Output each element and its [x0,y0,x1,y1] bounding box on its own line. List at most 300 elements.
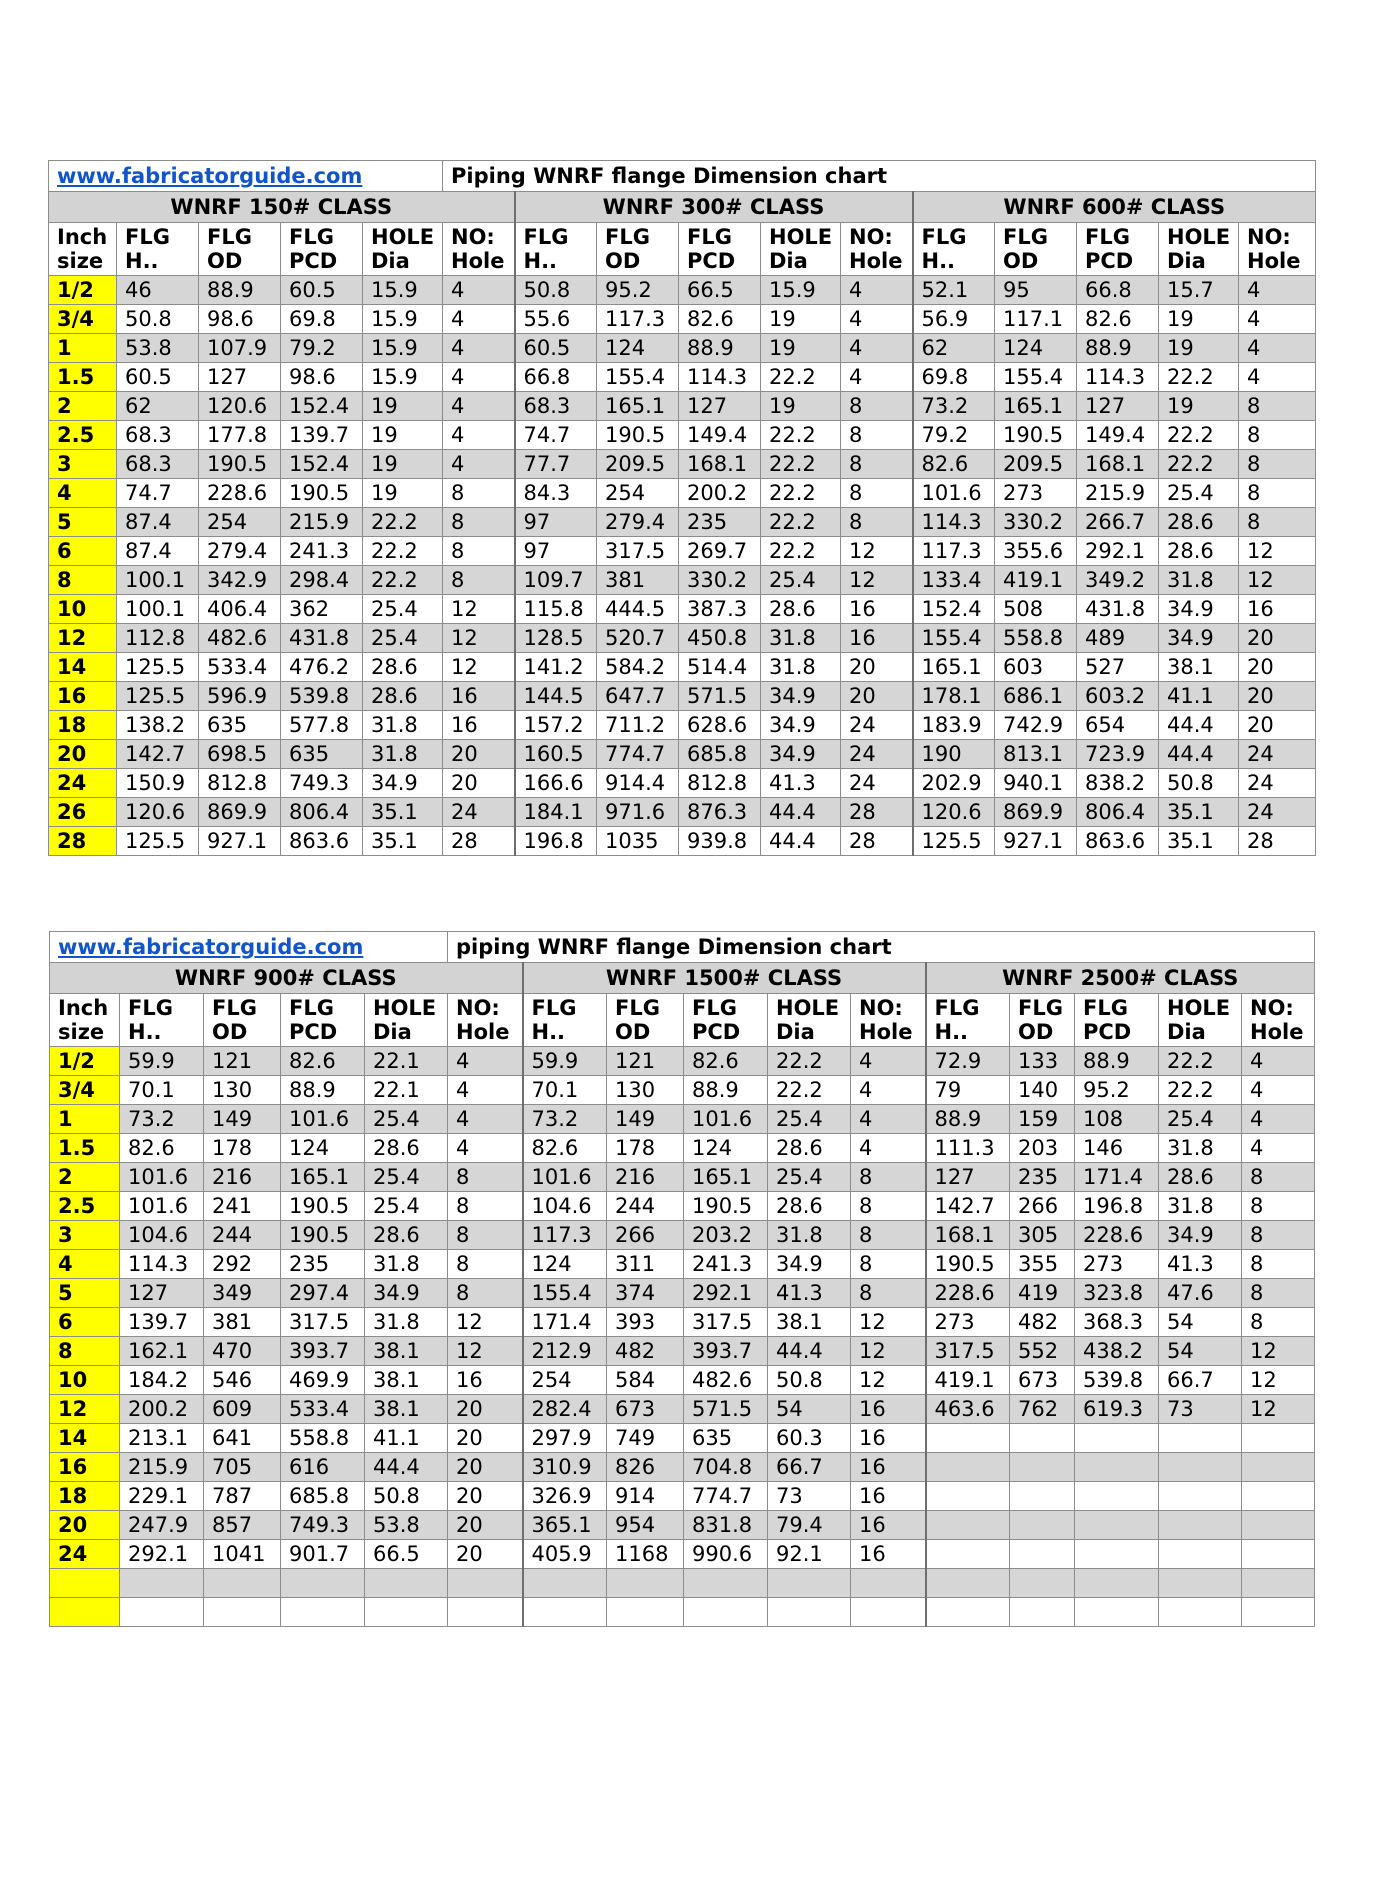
column-header-line: H.. [125,249,159,273]
value-cell: 34.9 [1159,595,1239,624]
value-cell: 28.6 [363,653,443,682]
value-cell: 4 [443,276,515,305]
value-cell: 12 [851,1308,926,1337]
value-cell: 19 [1159,334,1239,363]
value-cell: 25.4 [761,566,841,595]
value-cell: 323.8 [1075,1279,1159,1308]
table-row [50,1192,1315,1221]
value-cell: 79.2 [913,421,995,450]
value-cell: 22.2 [761,450,841,479]
value-cell [1242,1598,1315,1627]
value-cell: 130 [607,1076,684,1105]
column-header-line: NO: [1250,996,1294,1020]
value-cell: 8 [443,508,515,537]
value-cell [1075,1424,1159,1453]
value-cell: 144.5 [515,682,597,711]
size-header-line: size [58,1020,105,1044]
value-cell [1075,1569,1159,1598]
value-cell: 95.2 [597,276,679,305]
value-cell: 28 [841,798,913,827]
column-header-line: FLG [1003,225,1048,249]
value-cell: 381 [204,1308,281,1337]
value-cell: 812.8 [679,769,761,798]
value-cell: 990.6 [684,1540,768,1569]
value-cell [926,1453,1010,1482]
value-cell: 704.8 [684,1453,768,1482]
value-cell: 685.8 [281,1482,365,1511]
chart-title-row [50,932,1315,963]
size-header-line: Inch [58,996,109,1020]
column-header-line: FLG [289,225,334,249]
size-cell: 5 [50,1279,120,1308]
value-cell [926,1424,1010,1453]
value-cell: 616 [281,1453,365,1482]
value-cell: 59.9 [523,1047,607,1076]
value-cell: 104.6 [523,1192,607,1221]
value-cell: 571.5 [684,1395,768,1424]
value-cell: 124 [523,1250,607,1279]
value-cell: 273 [995,479,1077,508]
value-cell: 69.8 [913,363,995,392]
value-cell: 155.4 [597,363,679,392]
value-cell: 82.6 [1077,305,1159,334]
value-cell: 244 [204,1221,281,1250]
value-cell: 165.1 [995,392,1077,421]
chart-title-row [49,161,1316,192]
value-cell: 117.1 [995,305,1077,334]
value-cell: 470 [204,1337,281,1366]
value-cell: 12 [443,653,515,682]
column-header-line: PCD [687,249,736,273]
value-cell: 297.4 [281,1279,365,1308]
value-cell: 774.7 [684,1482,768,1511]
column-header-line: Hole [859,1020,913,1044]
size-cell: 12 [50,1395,120,1424]
value-cell: 92.1 [768,1540,851,1569]
value-cell: 8 [448,1250,523,1279]
size-cell [50,1598,120,1627]
value-cell: 463.6 [926,1395,1010,1424]
value-cell: 8 [1239,450,1316,479]
value-cell: 16 [851,1453,926,1482]
value-cell: 686.1 [995,682,1077,711]
value-cell: 806.4 [1077,798,1159,827]
value-cell: 101.6 [120,1163,204,1192]
size-cell: 3/4 [50,1076,120,1105]
value-cell: 8 [443,537,515,566]
value-cell: 160.5 [515,740,597,769]
value-cell: 8 [443,479,515,508]
value-cell: 68.3 [117,450,199,479]
value-cell: 104.6 [120,1221,204,1250]
value-cell: 114.3 [1077,363,1159,392]
value-cell: 8 [851,1163,926,1192]
value-cell: 235 [679,508,761,537]
value-cell: 146 [1075,1134,1159,1163]
value-cell: 469.9 [281,1366,365,1395]
value-cell [1075,1540,1159,1569]
value-cell: 196.8 [515,827,597,856]
value-cell: 87.4 [117,508,199,537]
value-cell: 24 [443,798,515,827]
value-cell: 444.5 [597,595,679,624]
value-cell: 571.5 [679,682,761,711]
value-cell: 162.1 [120,1337,204,1366]
value-cell [1159,1569,1242,1598]
value-cell: 869.9 [995,798,1077,827]
column-header [199,223,281,276]
value-cell: 34.9 [363,769,443,798]
column-header [443,223,515,276]
value-cell: 108 [1075,1105,1159,1134]
column-header-line: PCD [692,1020,741,1044]
value-cell: 31.8 [761,653,841,682]
size-header-line: size [57,249,104,273]
site-link[interactable]: www.fabricatorguide.com [49,161,443,192]
value-cell [1010,1598,1075,1627]
value-cell: 635 [281,740,363,769]
value-cell: 596.9 [199,682,281,711]
value-cell: 171.4 [523,1308,607,1337]
value-cell: 50.8 [515,276,597,305]
size-cell: 24 [49,769,117,798]
value-cell: 4 [443,363,515,392]
table-row [49,769,1316,798]
class-header: WNRF 900# CLASS [50,963,523,994]
value-cell: 190.5 [684,1192,768,1221]
value-cell: 31.8 [761,624,841,653]
value-cell: 28.6 [365,1221,448,1250]
size-cell: 1.5 [50,1134,120,1163]
value-cell: 8 [1242,1250,1315,1279]
value-cell: 203 [1010,1134,1075,1163]
value-cell: 16 [851,1511,926,1540]
value-cell: 112.8 [117,624,199,653]
value-cell: 857 [204,1511,281,1540]
value-cell: 419 [1010,1279,1075,1308]
value-cell: 16 [851,1424,926,1453]
column-header-line: FLG [531,996,577,1020]
table-row [50,1047,1315,1076]
value-cell: 190.5 [281,1192,365,1221]
value-cell: 152.4 [913,595,995,624]
value-cell: 38.1 [365,1395,448,1424]
value-cell: 482 [607,1337,684,1366]
column-header-line: HOLE [1167,225,1231,249]
value-cell [281,1569,365,1598]
column-header-line: OD [1018,1020,1054,1044]
value-cell: 19 [363,392,443,421]
value-cell: 120.6 [199,392,281,421]
size-cell: 6 [49,537,117,566]
value-cell: 73 [1159,1395,1242,1424]
column-header-line: Hole [849,249,903,273]
value-cell: 1035 [597,827,679,856]
value-cell: 228.6 [1075,1221,1159,1250]
value-cell: 82.6 [523,1134,607,1163]
class-header: WNRF 300# CLASS [515,192,913,223]
site-link[interactable]: www.fabricatorguide.com [50,932,448,963]
value-cell [1159,1424,1242,1453]
value-cell: 311 [607,1250,684,1279]
value-cell: 326.9 [523,1482,607,1511]
value-cell: 216 [204,1163,281,1192]
value-cell: 609 [204,1395,281,1424]
value-cell: 98.6 [199,305,281,334]
value-cell: 25.4 [768,1105,851,1134]
column-header [281,223,363,276]
value-cell: 109.7 [515,566,597,595]
column-header-line: OD [1003,249,1039,273]
value-cell: 22.2 [363,537,443,566]
value-cell: 310.9 [523,1453,607,1482]
value-cell: 152.4 [281,392,363,421]
table-row [49,508,1316,537]
value-cell: 774.7 [597,740,679,769]
value-cell: 4 [448,1134,523,1163]
value-cell: 4 [851,1047,926,1076]
value-cell: 4 [1239,334,1316,363]
value-cell: 97 [515,537,597,566]
value-cell [684,1569,768,1598]
column-header-line: OD [212,1020,248,1044]
column-header-line: FLG [289,996,334,1020]
value-cell: 28 [443,827,515,856]
value-cell: 155.4 [523,1279,607,1308]
value-cell: 8 [841,392,913,421]
value-cell [281,1598,365,1627]
table-row [50,1569,1315,1598]
column-header [851,994,926,1047]
column-header-row [50,994,1315,1047]
column-header-line: H.. [128,1020,162,1044]
value-cell: 35.1 [1159,798,1239,827]
value-cell: 24 [841,769,913,798]
value-cell: 8 [448,1279,523,1308]
value-cell: 8 [851,1250,926,1279]
value-cell: 47.6 [1159,1279,1242,1308]
value-cell: 577.8 [281,711,363,740]
value-cell: 4 [851,1105,926,1134]
column-header [1239,223,1316,276]
value-cell: 190.5 [597,421,679,450]
value-cell: 355 [1010,1250,1075,1279]
value-cell: 190.5 [281,1221,365,1250]
size-cell: 28 [49,827,117,856]
value-cell: 16 [443,711,515,740]
value-cell: 53.8 [117,334,199,363]
value-cell: 44.4 [761,827,841,856]
value-cell: 628.6 [679,711,761,740]
value-cell: 133.4 [913,566,995,595]
value-cell: 273 [1075,1250,1159,1279]
chart-title: Piping WNRF flange Dimension chart [443,161,1316,192]
column-header-line: OD [207,249,243,273]
value-cell: 190.5 [995,421,1077,450]
value-cell: 82.6 [684,1047,768,1076]
value-cell: 25.4 [365,1192,448,1221]
value-cell: 70.1 [523,1076,607,1105]
value-cell: 914.4 [597,769,679,798]
value-cell: 196.8 [1075,1192,1159,1221]
value-cell: 508 [995,595,1077,624]
size-cell: 1 [50,1105,120,1134]
value-cell: 155.4 [913,624,995,653]
value-cell: 55.6 [515,305,597,334]
column-header-line: Dia [1167,1020,1206,1044]
table-row [49,421,1316,450]
value-cell [448,1598,523,1627]
value-cell: 558.8 [995,624,1077,653]
column-header-line: FLG [1018,996,1063,1020]
value-cell: 98.6 [281,363,363,392]
value-cell [1159,1598,1242,1627]
value-cell: 54 [768,1395,851,1424]
value-cell: 228.6 [199,479,281,508]
value-cell: 87.4 [117,537,199,566]
column-header-line: Hole [1250,1020,1304,1044]
value-cell [1075,1482,1159,1511]
value-cell: 514.4 [679,653,761,682]
column-header-line: NO: [1247,225,1291,249]
value-cell: 438.2 [1075,1337,1159,1366]
value-cell [1242,1511,1315,1540]
value-cell: 705 [204,1453,281,1482]
value-cell: 16 [443,682,515,711]
value-cell: 19 [1159,305,1239,334]
value-cell: 235 [1010,1163,1075,1192]
column-header-line: H.. [523,249,558,273]
value-cell: 19 [363,479,443,508]
value-cell [768,1569,851,1598]
column-header-line: FLG [523,225,569,249]
value-cell [1010,1424,1075,1453]
table-row [50,1424,1315,1453]
value-cell: 31.8 [1159,1192,1242,1221]
value-cell: 244 [607,1192,684,1221]
value-cell: 393.7 [684,1337,768,1366]
value-cell: 44.4 [1159,740,1239,769]
value-cell: 685.8 [679,740,761,769]
value-cell: 88.9 [684,1076,768,1105]
value-cell: 539.8 [1075,1366,1159,1395]
value-cell: 190.5 [926,1250,1010,1279]
value-cell: 19 [761,334,841,363]
value-cell: 954 [607,1511,684,1540]
value-cell: 1168 [607,1540,684,1569]
value-cell: 4 [1239,305,1316,334]
flange-chart-1 [48,160,1316,856]
column-header-line: FLG [921,225,967,249]
value-cell: 34.9 [761,711,841,740]
value-cell: 431.8 [1077,595,1159,624]
value-cell: 15.9 [363,363,443,392]
column-header [679,223,761,276]
value-cell: 66.5 [679,276,761,305]
column-header [995,223,1077,276]
value-cell: 66.7 [768,1453,851,1482]
value-cell: 149 [204,1105,281,1134]
value-cell: 178 [204,1134,281,1163]
value-cell [926,1511,1010,1540]
value-cell: 22.2 [761,421,841,450]
value-cell: 95.2 [1075,1076,1159,1105]
value-cell [365,1598,448,1627]
value-cell: 24 [1239,798,1316,827]
value-cell: 4 [443,334,515,363]
column-header-line: Hole [456,1020,510,1044]
value-cell: 127 [926,1163,1010,1192]
value-cell: 742.9 [995,711,1077,740]
value-cell [448,1569,523,1598]
table-row [50,1337,1315,1366]
value-cell: 20 [1239,653,1316,682]
column-header-line: Dia [1167,249,1206,273]
value-cell: 20 [1239,711,1316,740]
size-cell: 2.5 [50,1192,120,1221]
value-cell: 171.4 [1075,1163,1159,1192]
table-row [50,1076,1315,1105]
value-cell: 127 [120,1279,204,1308]
value-cell: 84.3 [515,479,597,508]
column-header [120,994,204,1047]
value-cell: 34.9 [365,1279,448,1308]
value-cell [523,1598,607,1627]
value-cell: 101.6 [913,479,995,508]
value-cell: 8 [448,1221,523,1250]
value-cell: 533.4 [281,1395,365,1424]
value-cell: 813.1 [995,740,1077,769]
column-header-line: NO: [456,996,500,1020]
value-cell: 127 [679,392,761,421]
value-cell: 22.2 [761,537,841,566]
value-cell: 12 [841,566,913,595]
column-header-line: FLG [212,996,257,1020]
value-cell [1075,1511,1159,1540]
value-cell: 127 [199,363,281,392]
value-cell: 635 [199,711,281,740]
value-cell: 124 [684,1134,768,1163]
value-cell: 24 [1239,740,1316,769]
table-row [49,682,1316,711]
value-cell: 200.2 [120,1395,204,1424]
value-cell: 190.5 [199,450,281,479]
value-cell: 292.1 [120,1540,204,1569]
table-row [50,1134,1315,1163]
column-header-line: H.. [921,249,956,273]
value-cell: 22.1 [365,1076,448,1105]
value-cell: 31.8 [363,711,443,740]
value-cell: 88.9 [679,334,761,363]
value-cell: 22.2 [363,508,443,537]
value-cell: 266.7 [1077,508,1159,537]
value-cell: 60.5 [515,334,597,363]
column-header [841,223,913,276]
size-cell: 5 [49,508,117,537]
table-row [50,1221,1315,1250]
value-cell: 4 [443,421,515,450]
value-cell: 66.8 [515,363,597,392]
value-cell: 31.8 [768,1221,851,1250]
value-cell: 73.2 [120,1105,204,1134]
value-cell: 100.1 [117,566,199,595]
value-cell: 101.6 [684,1105,768,1134]
value-cell: 88.9 [281,1076,365,1105]
value-cell: 38.1 [365,1337,448,1366]
table-row [49,450,1316,479]
value-cell: 533.4 [199,653,281,682]
value-cell: 111.3 [926,1134,1010,1163]
